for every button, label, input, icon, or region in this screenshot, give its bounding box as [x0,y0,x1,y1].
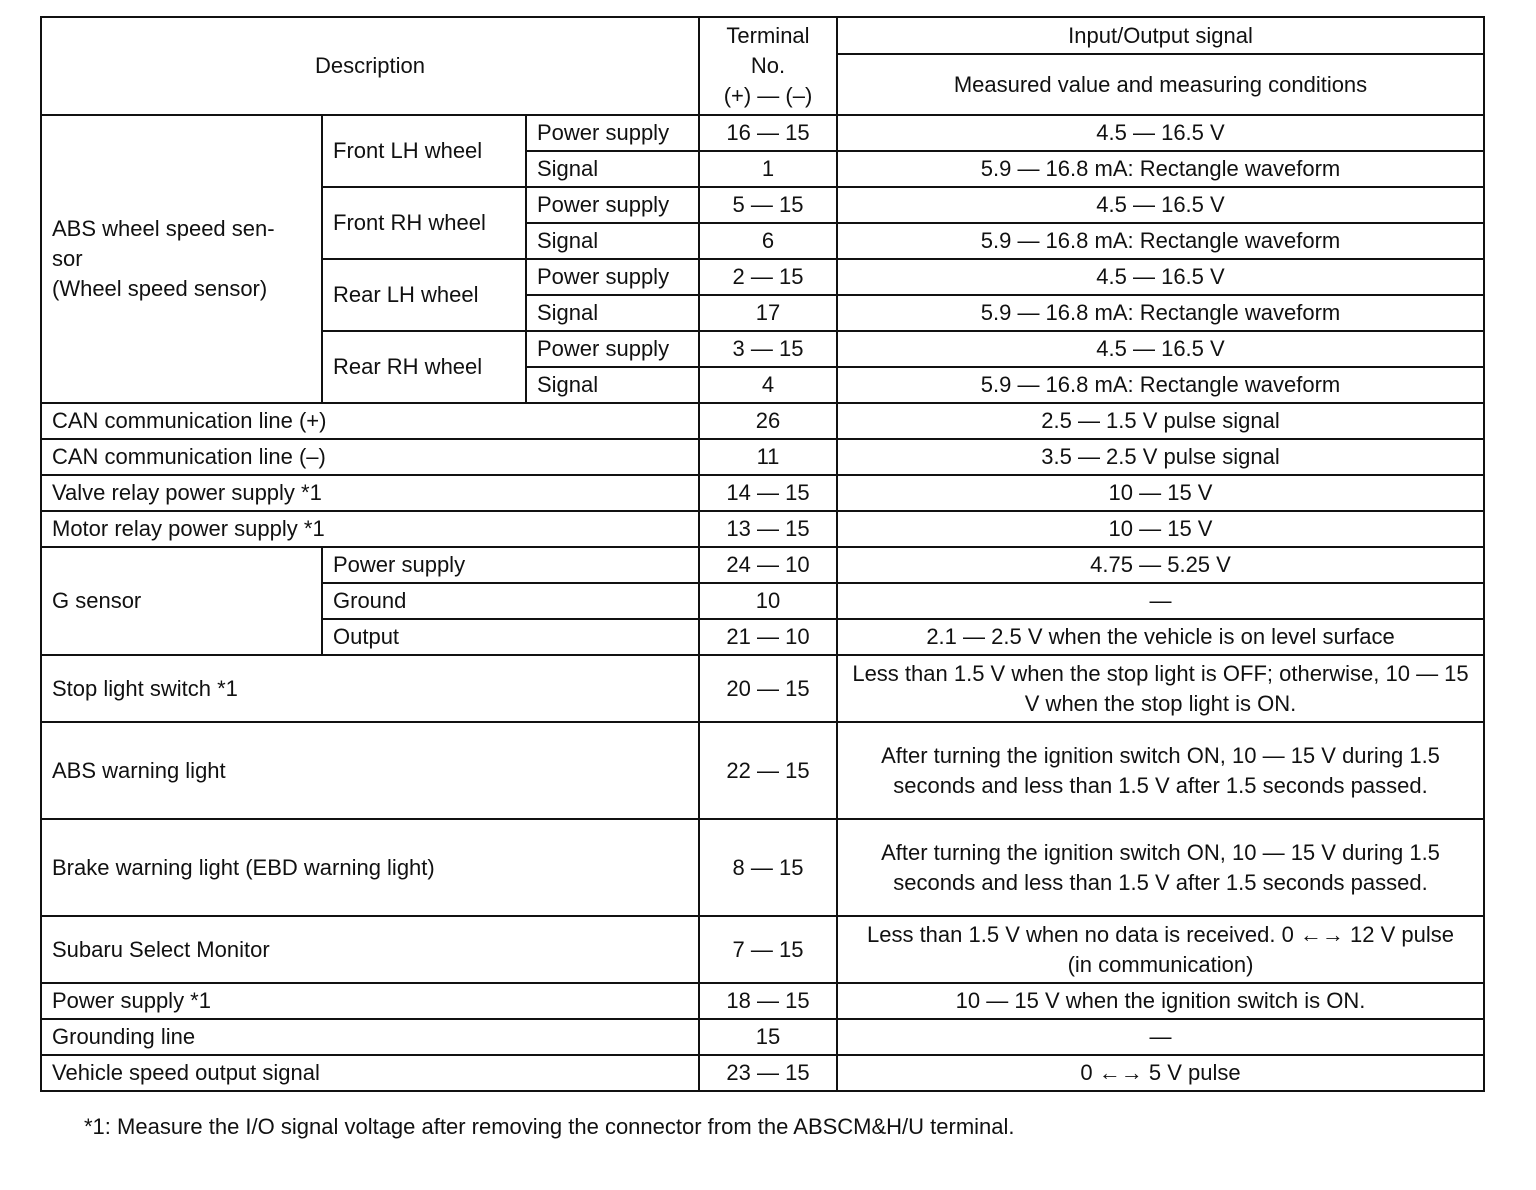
header-description: Description [41,17,699,115]
row-description: Subaru Select Monitor [41,916,699,983]
measured-value: 2.1 — 2.5 V when the vehicle is on level surface [837,619,1484,655]
terminal-no: 17 [699,295,837,331]
measured-value: 10 — 15 V when the ignition switch is ON. [837,983,1484,1019]
wheel-name: Rear RH wheel [322,331,526,403]
terminal-no: 13 — 15 [699,511,837,547]
measured-value: 4.5 — 16.5 V [837,259,1484,295]
row-description: Motor relay power supply *1 [41,511,699,547]
measured-value: 4.75 — 5.25 V [837,547,1484,583]
wheel-name: Rear LH wheel [322,259,526,331]
sub-item-label: Ground [322,583,699,619]
row-description: Stop light switch *1 [41,655,699,722]
terminal-no: 26 [699,403,837,439]
g-sensor-label: G sensor [41,547,322,655]
terminal-no: 10 [699,583,837,619]
measured-value: 0 ←→ 5 V pulse [837,1055,1484,1091]
row-description: Power supply *1 [41,983,699,1019]
terminal-no: 4 [699,367,837,403]
table-row [41,439,1484,475]
table-row [41,819,1484,916]
table-row [41,511,1484,547]
measured-value: 3.5 — 2.5 V pulse signal [837,439,1484,475]
terminal-no: 2 — 15 [699,259,837,295]
measured-value: 4.5 — 16.5 V [837,331,1484,367]
header-terminal-no: Terminal No. (+) — (–) [699,17,837,115]
sub-item-label: Power supply [526,187,699,223]
measured-value: 2.5 — 1.5 V pulse signal [837,403,1484,439]
row-description: Valve relay power supply *1 [41,475,699,511]
measured-value: Less than 1.5 V when the stop light is OFF; otherwise, 10 — 15 V when the stop light is ON. [837,655,1484,722]
measured-value: — [837,1019,1484,1055]
terminal-no: 1 [699,151,837,187]
row-description: Grounding line [41,1019,699,1055]
measured-value: 5.9 — 16.8 mA: Rectangle waveform [837,151,1484,187]
measured-value: — [837,583,1484,619]
terminal-no: 20 — 15 [699,655,837,722]
table-row [41,547,1484,583]
header-io-signal: Input/Output signal [837,17,1484,54]
terminal-no: 11 [699,439,837,475]
table-row [41,403,1484,439]
terminal-no: 22 — 15 [699,722,837,819]
measured-value: 10 — 15 V [837,511,1484,547]
terminal-no: 8 — 15 [699,819,837,916]
terminal-no: 16 — 15 [699,115,837,151]
sub-item-label: Signal [526,367,699,403]
table-row [41,475,1484,511]
wheel-name: Front RH wheel [322,187,526,259]
row-description: CAN communication line (–) [41,439,699,475]
terminal-no: 15 [699,1019,837,1055]
measured-value: 10 — 15 V [837,475,1484,511]
measured-value: Less than 1.5 V when no data is received. 0 ←→ 12 V pulse (in communication) [837,916,1484,983]
row-description: CAN communication line (+) [41,403,699,439]
sub-item-label: Signal [526,223,699,259]
wheel-name: Front LH wheel [322,115,526,187]
measured-value: After turning the ignition switch ON, 10 — 15 V during 1.5 seconds and less than 1.5 V after 1.5 seconds passed. [837,722,1484,819]
header-measured-value: Measured value and measuring conditions [837,54,1484,115]
sub-item-label: Power supply [526,259,699,295]
sub-item-label: Signal [526,295,699,331]
measured-value: 4.5 — 16.5 V [837,115,1484,151]
table-header-row [41,17,1484,54]
row-description: Vehicle speed output signal [41,1055,699,1091]
sub-item-label: Output [322,619,699,655]
row-description: ABS warning light [41,722,699,819]
table-row [41,1055,1484,1091]
table-row [41,916,1484,983]
terminal-no: 23 — 15 [699,1055,837,1091]
table-row [41,983,1484,1019]
footnote: *1: Measure the I/O signal voltage after removing the connector from the ABSCM&H/U terminal. [84,1114,1015,1139]
terminal-no: 7 — 15 [699,916,837,983]
terminal-no: 18 — 15 [699,983,837,1019]
table-row [41,655,1484,722]
terminal-no: 6 [699,223,837,259]
table-row [41,722,1484,819]
io-signal-table [40,16,1485,1092]
terminal-no: 21 — 10 [699,619,837,655]
table-row [41,1019,1484,1055]
terminal-no: 24 — 10 [699,547,837,583]
sub-item-label: Power supply [526,115,699,151]
terminal-no: 5 — 15 [699,187,837,223]
table-row [41,115,1484,151]
measured-value: 5.9 — 16.8 mA: Rectangle waveform [837,223,1484,259]
terminal-no: 14 — 15 [699,475,837,511]
measured-value: After turning the ignition switch ON, 10 — 15 V during 1.5 seconds and less than 1.5 V after 1.5 seconds passed. [837,819,1484,916]
wheel-speed-sensor-label: ABS wheel speed sen- sor (Wheel speed sensor) [41,115,322,403]
terminal-no: 3 — 15 [699,331,837,367]
measured-value: 5.9 — 16.8 mA: Rectangle waveform [837,367,1484,403]
measured-value: 4.5 — 16.5 V [837,187,1484,223]
measured-value: 5.9 — 16.8 mA: Rectangle waveform [837,295,1484,331]
sub-item-label: Signal [526,151,699,187]
row-description: Brake warning light (EBD warning light) [41,819,699,916]
sub-item-label: Power supply [526,331,699,367]
sub-item-label: Power supply [322,547,699,583]
